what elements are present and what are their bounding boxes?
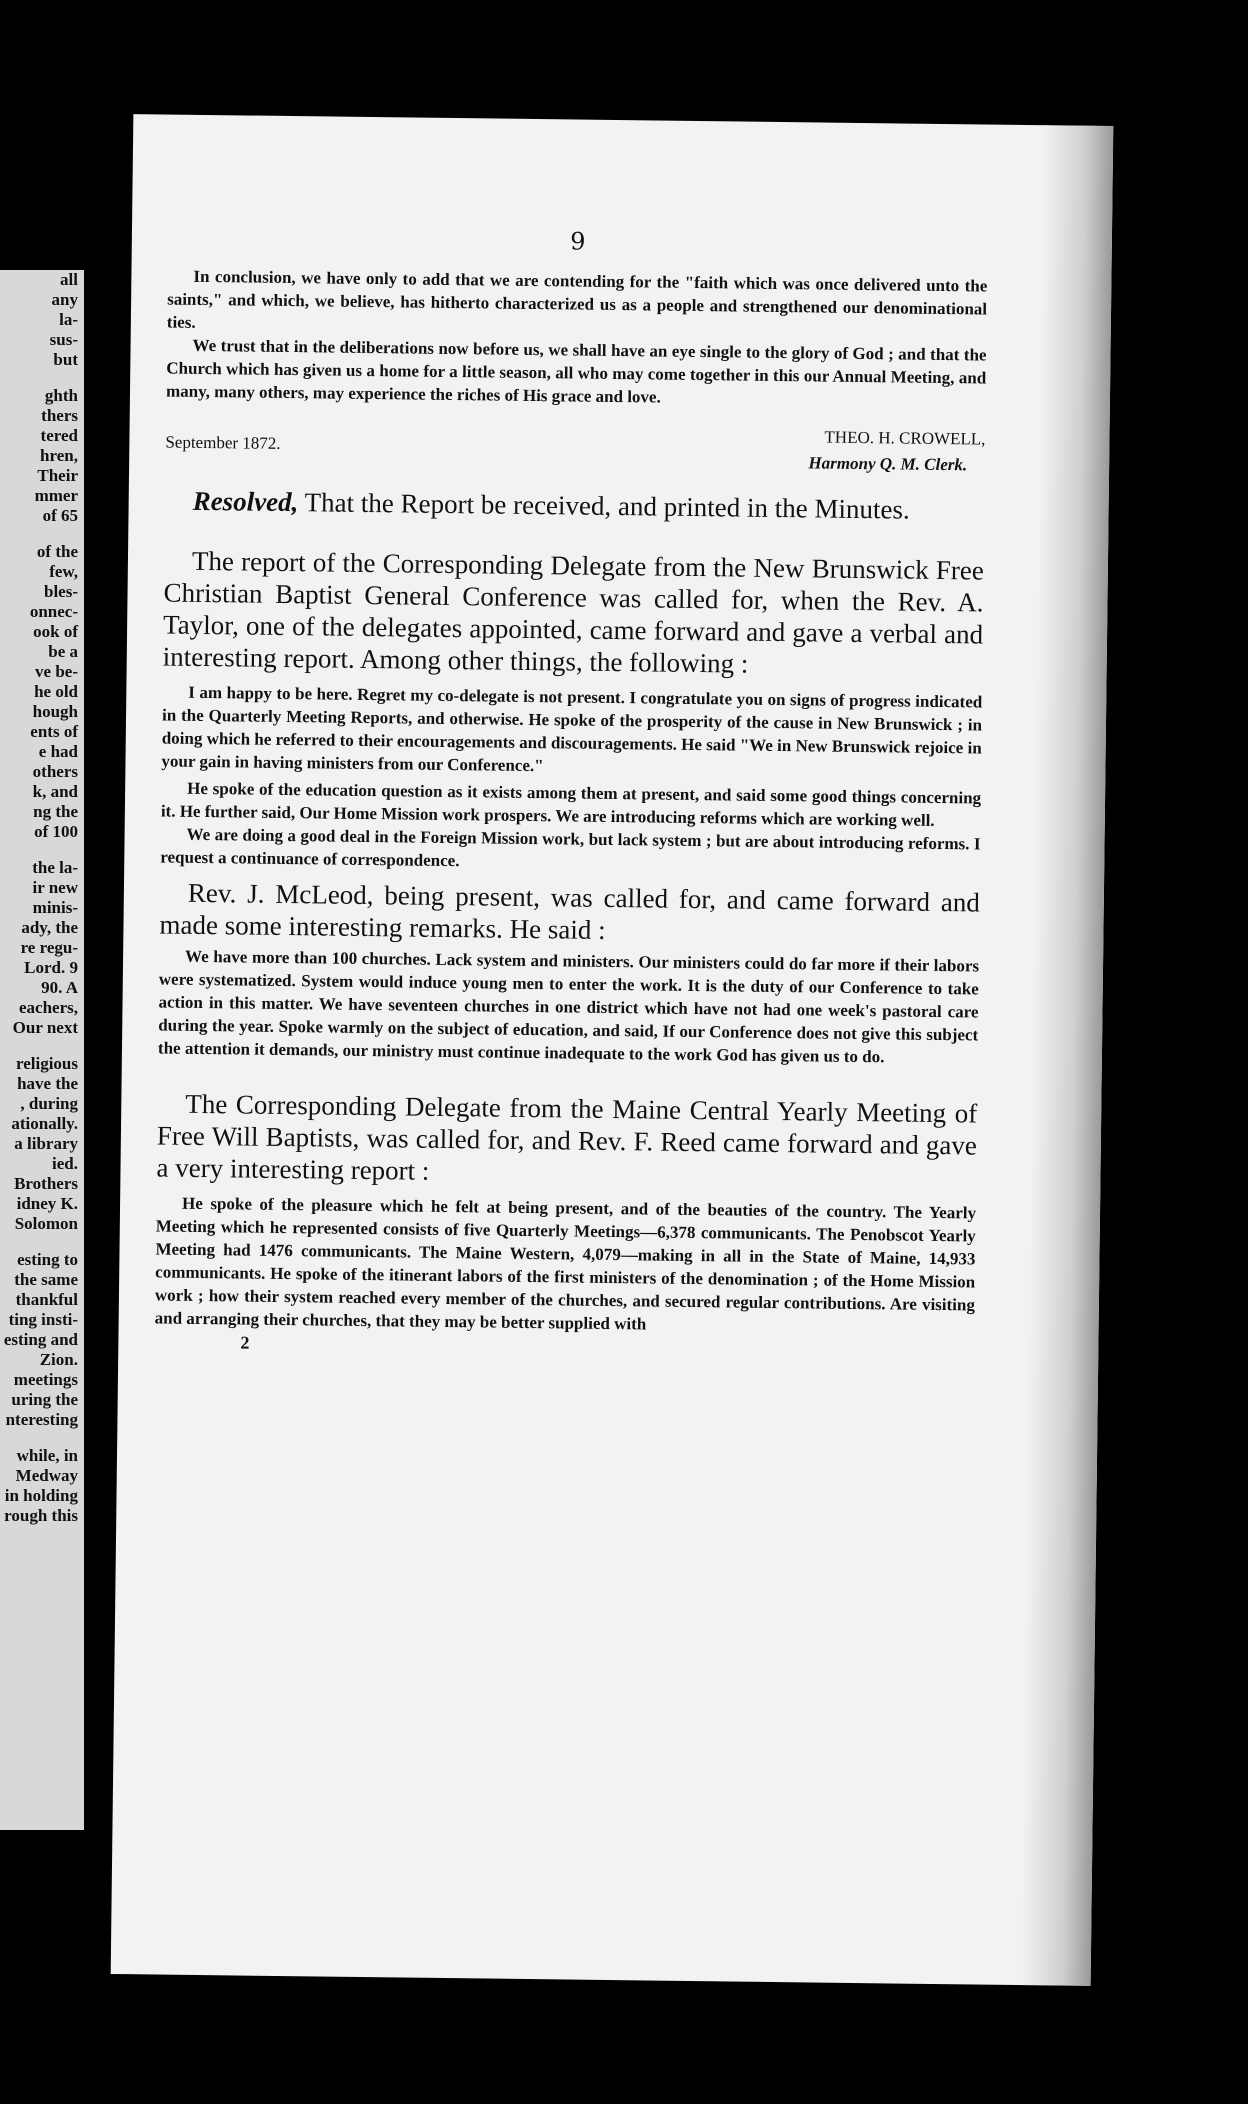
mcleod-remarks: We have more than 100 churches. Lack system and ministers. Our ministers could do far more if their labors were systematized. System would induce young men to enter the work. It is the duty of our Conference to take action in this matter. We have seventeen churches in one district which have not had one week's pastoral care during the year. Spoke warmly on the subject of education, and said, If our Conference does not give this subject the attention it demands, our ministry must continue inadequate to the work God has given us to do.: [157, 946, 980, 1067]
signature-date: September 1872.: [165, 432, 281, 453]
signature-mark: 2: [240, 1332, 250, 1353]
signature-title: Harmony Q. M. Clerk.: [808, 453, 968, 475]
left-page-sliver: [0, 270, 84, 1830]
left-page-fragment: any: [51, 290, 78, 309]
left-page-fragment: 90. A: [41, 978, 78, 997]
mcleod-intro: Rev. J. McLeod, being present, was called for, and came forward and made some interesting remarks. He said :: [159, 877, 981, 945]
left-page-fragment: rough this: [4, 1506, 78, 1525]
left-page-fragment: Lord. 9: [24, 958, 78, 977]
left-page-fragment: [0, 842, 84, 858]
resolution: [164, 484, 984, 526]
left-page-fragment: ook of: [33, 622, 78, 641]
left-page-fragment: tered: [40, 426, 78, 445]
left-page-fragment: mmer: [34, 486, 78, 505]
nb-report-paragraph-1: I am happy to be here. Regret my co-delegate is not present. I congratulate you on signs of progress indicated in the Quarterly Meeting Reports, and otherwise. He spoke of the prosperity of the cause in New Brunswick ; in doing which he referred to their encouragements and discouragements. He said "We in New Brunswick rejoice in your gain in having ministers from our Conference.": [161, 682, 983, 776]
left-page-fragment: esting and: [3, 1330, 78, 1349]
left-page-fragment: ng the: [33, 802, 78, 821]
left-page-fragment: the la-: [32, 858, 78, 877]
nb-report-paragraph-3: We are doing a good deal in the Foreign Mission work, but lack system ; but are about introducing reforms. I request a continuance of correspondence.: [160, 824, 981, 871]
left-page-fragment: ir new: [32, 878, 78, 897]
left-page-fragment: ghth: [44, 386, 78, 405]
left-page-fragment: Zion.: [39, 1350, 78, 1369]
nb-report-intro: The report of the Corresponding Delegate from the New Brunswick Free Christian Baptist General Conference was called for, when the Rev. A. Taylor, one of the delegates appointed, came forward and gave a verbal and interesting report. Among other things, the following :: [162, 545, 985, 679]
left-page-fragment: others: [32, 762, 78, 781]
left-page-fragment: hough: [32, 702, 78, 721]
left-page-fragment: k, and: [32, 782, 78, 801]
left-page-fragment: ents of: [30, 722, 78, 741]
left-page-fragment: onnec-: [29, 602, 78, 621]
book-binding: [96, 110, 116, 1960]
left-page-fragment: [0, 1430, 84, 1446]
left-page-fragment: the same: [14, 1270, 78, 1289]
left-page-fragment: of 65: [42, 506, 78, 525]
left-page-fragment: in holding: [4, 1486, 78, 1505]
left-page-fragment: [0, 526, 84, 542]
left-page-fragment: e had: [38, 742, 78, 761]
left-page-fragment: sus-: [49, 330, 78, 349]
left-page-fragment: ve be-: [35, 662, 78, 681]
conclusion-paragraph-2: We trust that in the deliberations now before us, we shall have an eye single to the glory of God ; and that the Church which has given us a home for a little season, all who may come together in this our Annual Meeting, and many, many others, may experience the riches of His grace and love.: [165, 335, 987, 407]
left-page-fragment: thers: [41, 406, 78, 425]
left-page-fragment: Solomon: [14, 1214, 78, 1233]
signature-block: [808, 424, 985, 478]
left-page-fragment: uring the: [11, 1390, 78, 1409]
report-signature: [165, 417, 986, 479]
left-page-fragment: Brothers: [14, 1174, 78, 1193]
maine-intro: The Corresponding Delegate from the Maine Central Yearly Meeting of Free Will Baptists, was called for, and Rev. F. Reed came forward and gave a very interesting report :: [156, 1088, 978, 1186]
left-page-fragment: bles-: [44, 582, 78, 601]
left-page-fragment: while, in: [16, 1446, 78, 1465]
resolved-lead: Resolved,: [192, 485, 299, 518]
left-page-fragment: Their: [37, 466, 78, 485]
left-page-fragment: thankful: [15, 1290, 78, 1309]
left-page-fragment: ady, the: [21, 918, 78, 937]
left-page-fragment: minis-: [32, 898, 78, 917]
left-page-fragment: ationally.: [11, 1114, 78, 1133]
left-page-fragment: of the: [36, 542, 78, 561]
left-page-fragment: eachers,: [18, 998, 78, 1017]
left-page-fragment: idney K.: [16, 1194, 78, 1213]
resolved-text: That the Report be received, and printed in the Minutes.: [298, 487, 910, 525]
left-page-fragment: Our next: [12, 1018, 78, 1037]
left-page-fragment: all: [60, 270, 78, 289]
page-edge: [1021, 125, 1114, 1986]
left-page-fragment: religious: [15, 1054, 78, 1073]
left-page-fragment: [0, 370, 84, 386]
page-number: 9: [570, 227, 586, 256]
left-page-fragment: re regu-: [20, 938, 78, 957]
conclusion-paragraph-1: In conclusion, we have only to add that we are contending for the "faith which was once delivered unto the saints," and which, we believe, has hitherto characterized us as a people and strengthened our denominational ties.: [166, 266, 988, 332]
left-page-fragment: ting insti-: [8, 1310, 78, 1329]
left-page-fragment: be a: [48, 642, 78, 661]
maine-report: He spoke of the pleasure which he felt at being present, and of the beauties of the country. The Yearly Meeting which he represented consists of five Quarterly Meetings—6,378 communicants. The Penobscot Yearly Meeting had 1476 communicants. The Maine Western, 4,079—making in all in the State of Maine, 14,933 communicants. He spoke of the itinerant labors of the first ministers of the denomination ; of the Home Mission work ; how their system reached every member of the churches, and secured regular contributions. Are visiting and arranging their churches, that they may be better supplied with: [154, 1193, 977, 1334]
left-page-fragment: ied.: [52, 1154, 78, 1173]
left-page-fragment: Medway: [15, 1466, 78, 1485]
nb-report-paragraph-2: He spoke of the education question as it exists among them at present, and said some good things concerning it. He further said, Our Home Mission work prospers. We are introducing reforms which are working well.: [160, 778, 982, 830]
left-page-fragment: have the: [17, 1074, 78, 1093]
left-page-fragment: few,: [49, 562, 78, 581]
left-page-fragment: , during: [20, 1094, 78, 1113]
left-page-fragment: nteresting: [5, 1410, 78, 1429]
left-page-fragment: of 100: [34, 822, 78, 841]
book-page: [111, 114, 1114, 1986]
page-content: [154, 223, 988, 1363]
left-page-fragment: la-: [59, 310, 78, 329]
left-page-fragment: meetings: [13, 1370, 78, 1389]
left-page-fragment: hren,: [40, 446, 78, 465]
signature-name: THEO. H. CROWELL,: [824, 427, 986, 449]
left-page-fragment: [0, 1038, 84, 1054]
left-page-fragment: but: [53, 350, 78, 369]
left-page-fragment: esting to: [17, 1250, 78, 1269]
left-page-fragment: [0, 1234, 84, 1250]
left-page-fragment: he old: [34, 682, 78, 701]
left-page-fragment: a library: [14, 1134, 78, 1153]
